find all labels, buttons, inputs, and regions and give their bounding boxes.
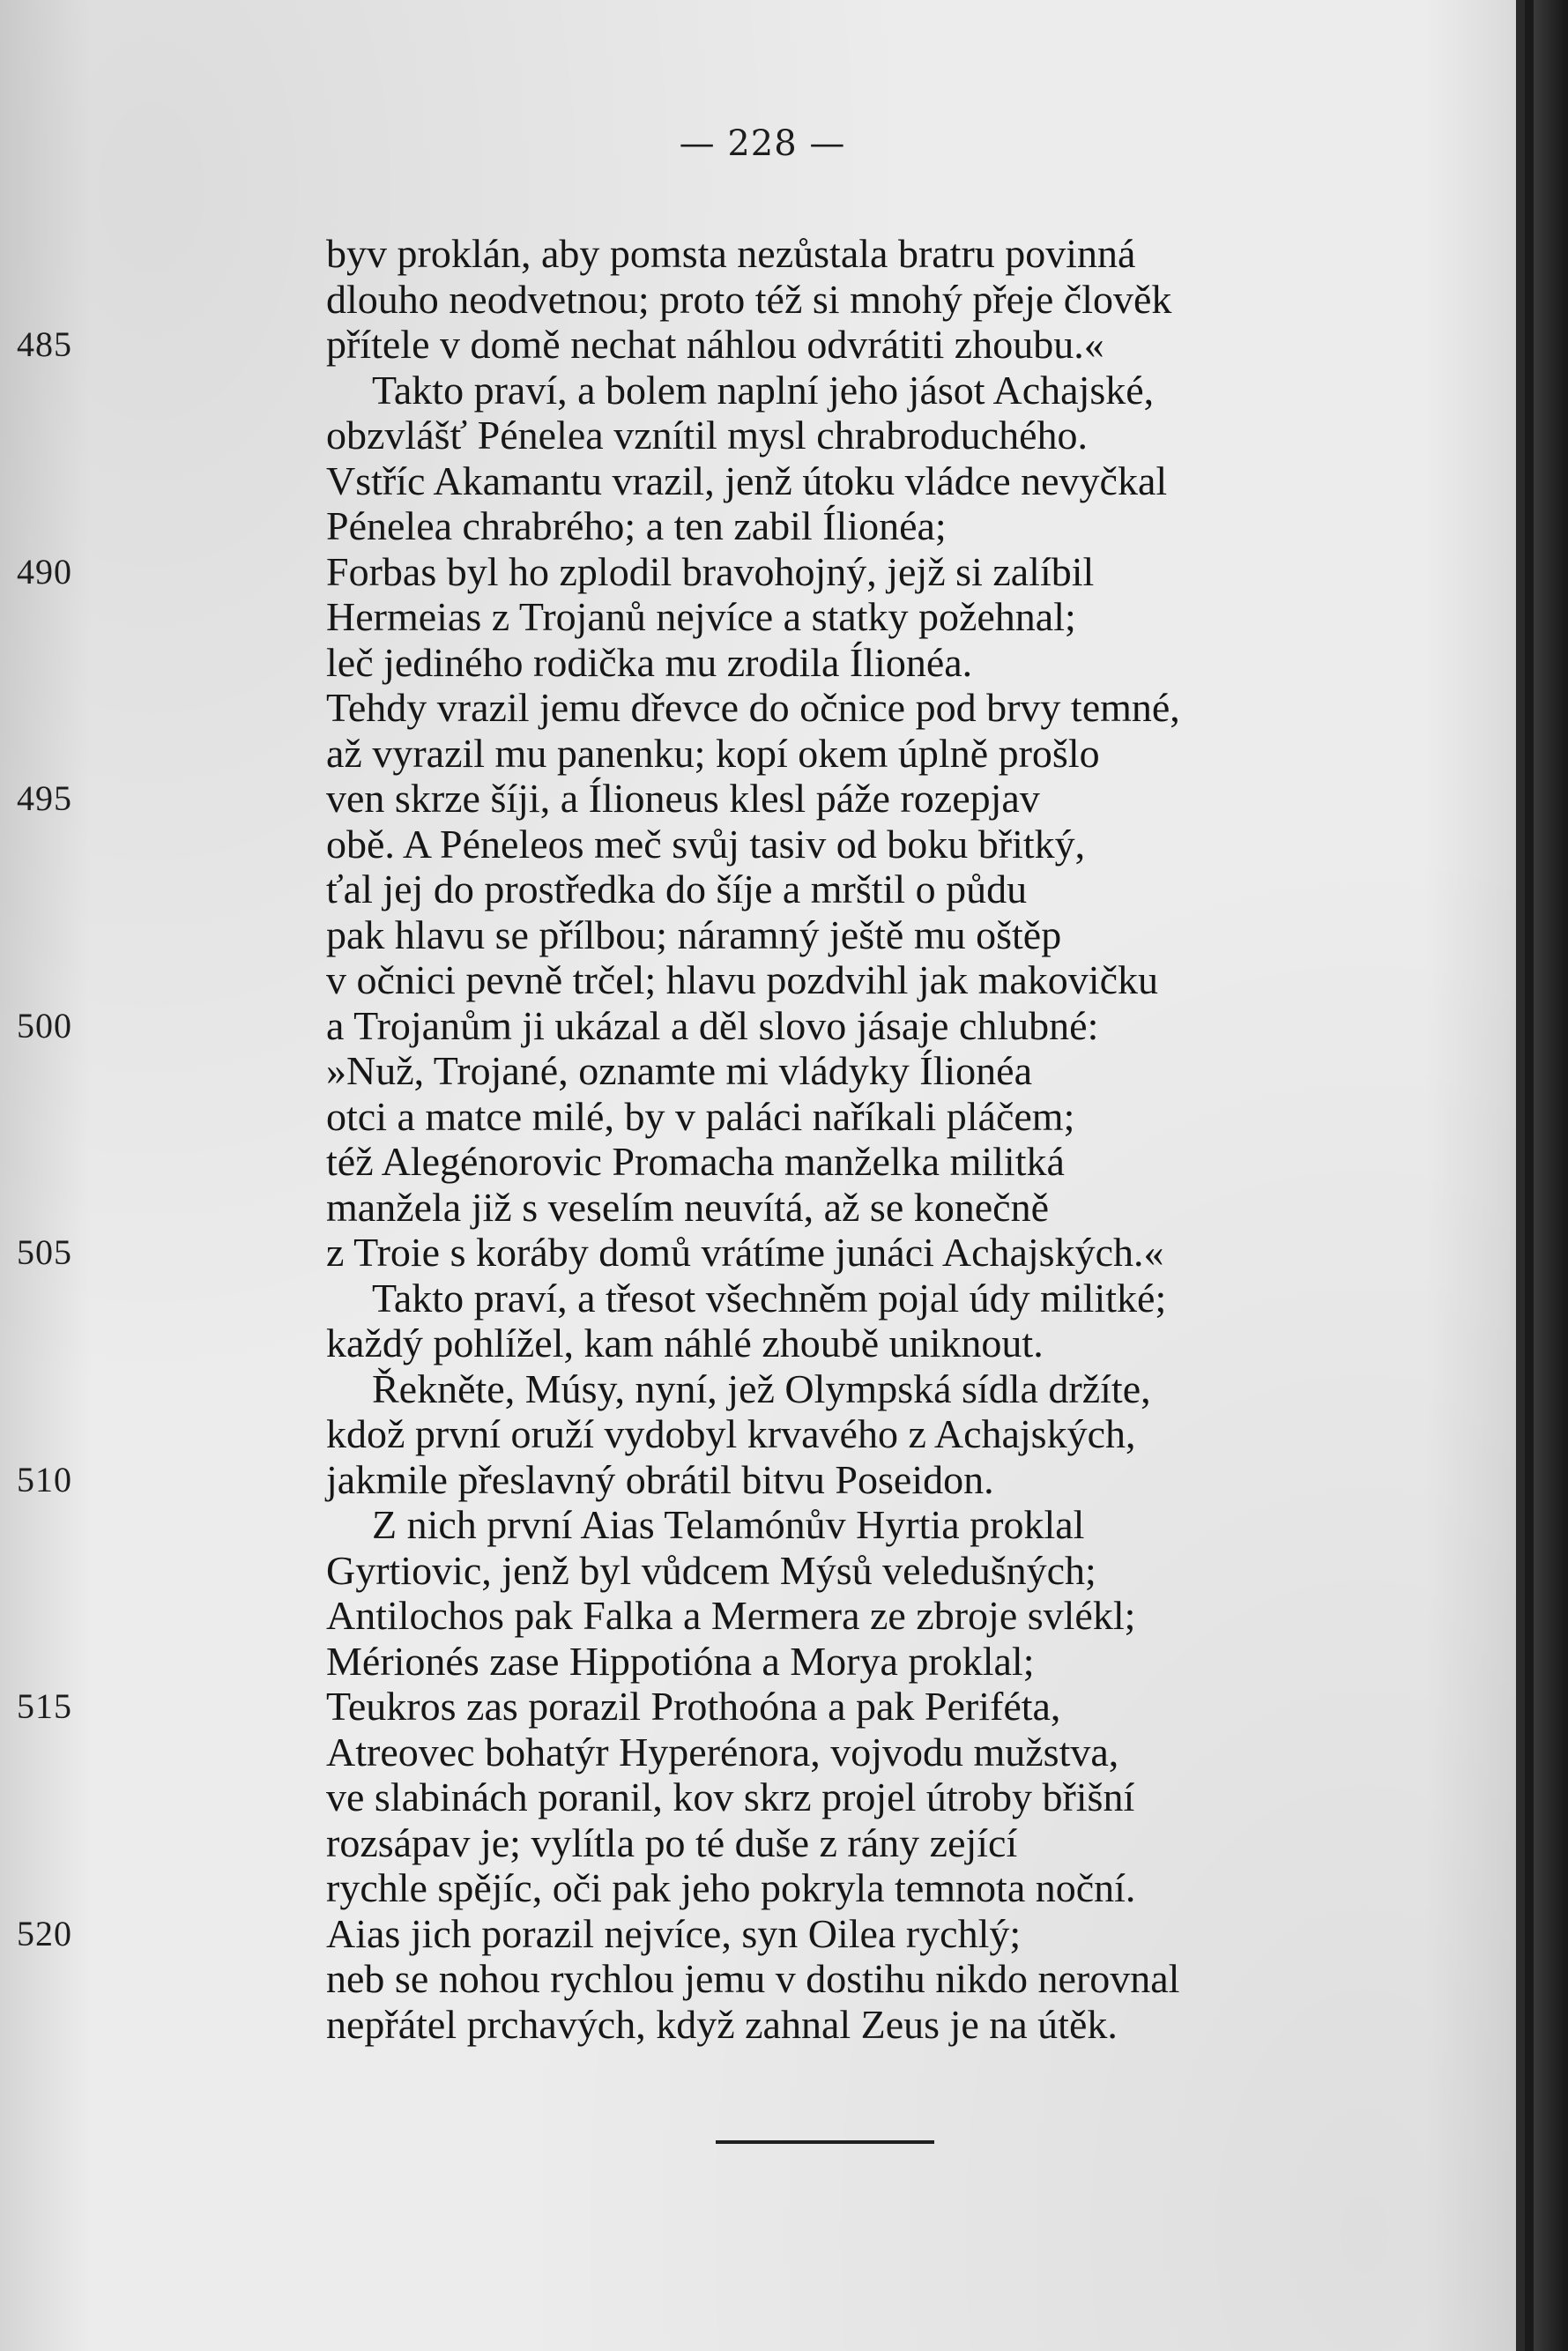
verse-text: Hermeias z Trojanů nejvíce a statky požehnal; xyxy=(326,594,1076,639)
verse-line xyxy=(231,1048,1447,1094)
verse-line xyxy=(231,731,1447,777)
verse-line xyxy=(231,1185,1447,1231)
verse-line xyxy=(231,1865,1447,1911)
verse-line xyxy=(231,957,1447,1003)
verse-text: dlouho neodvetnou; proto též si mnohý přeje člověk xyxy=(326,276,1172,322)
verse-line xyxy=(231,277,1447,323)
verse-text: ťal jej do prostředka do šíje a mrštil o půdu xyxy=(326,867,1028,911)
line-number: 500 xyxy=(17,1005,72,1045)
line-number: 510 xyxy=(17,1459,72,1499)
verse-line xyxy=(17,1002,1447,1049)
verse-text: ve slabinách poranil, kov skrz projel útroby břišní xyxy=(326,1774,1135,1819)
verse-text: Řekněte, Músy, nyní, jež Olympská sídla držíte, xyxy=(372,1365,1151,1411)
verse-text: leč jediného rodička mu zrodila Ílionéa. xyxy=(326,639,973,685)
scan-edge xyxy=(1534,0,1568,2351)
verse-line xyxy=(17,1910,1447,1957)
verse-line xyxy=(231,1094,1447,1140)
verse-line xyxy=(231,1321,1447,1366)
verse-text: Mérionés zase Hippotióna a Morya proklal; xyxy=(326,1638,1035,1684)
verse-text: Vstříc Akamantu vrazil, jenž útoku vládce nevyčkal xyxy=(326,458,1168,503)
line-number: 515 xyxy=(17,1686,72,1726)
verse-text: a Trojanům ji ukázal a děl slovo jásaje chlubné: xyxy=(326,1002,1099,1048)
verse-text: ven skrze šíji, a Ílioneus klesl páže rozepjav xyxy=(326,776,1040,821)
verse-text: obzvlášť Pénelea vznítil mysl chrabroduchého. xyxy=(326,413,1089,458)
line-number: 490 xyxy=(17,551,72,591)
verse-line xyxy=(231,1820,1447,1866)
verse-line xyxy=(231,1639,1447,1685)
verse-text: Tehdy vrazil jemu dřevce do očnice pod brvy temné, xyxy=(326,685,1180,730)
verse-text: otci a matce milé, by v paláci naříkali pláčem; xyxy=(326,1093,1075,1139)
verse-text: manžela již s veselím neuvítá, až se konečně xyxy=(326,1184,1049,1230)
verse-text: Forbas byl ho zplodil bravohojný, jejž si zalíbil xyxy=(326,548,1095,594)
verse-line xyxy=(17,1230,1447,1276)
verse-line xyxy=(17,776,1447,822)
verse-text: »Nuž, Trojané, oznamte mi vládyky Ílionéa xyxy=(326,1048,1033,1093)
verse-text: Pénelea chrabrého; a ten zabil Ílionéa; xyxy=(326,503,947,548)
verse-line xyxy=(231,1366,1447,1412)
verse-text: Takto praví, a třesot všechněm pojal údy militké; xyxy=(372,1275,1167,1321)
verse-line xyxy=(231,867,1447,912)
verse-text: přítele v domě nechat náhlou odvrátiti zhoubu.« xyxy=(326,322,1104,367)
verse-text: též Alegénorovic Promacha manželka militká xyxy=(326,1139,1065,1184)
verse-line xyxy=(231,1774,1447,1820)
line-number: 495 xyxy=(17,778,72,818)
verse-line xyxy=(231,231,1447,277)
verse-line xyxy=(231,640,1447,686)
verse-text: až vyrazil mu panenku; kopí okem úplně prošlo xyxy=(326,730,1100,776)
verse-line xyxy=(231,1139,1447,1185)
line-number: 520 xyxy=(17,1913,72,1953)
verse-line xyxy=(231,912,1447,958)
line-number: 505 xyxy=(17,1232,72,1272)
verse-line xyxy=(231,1276,1447,1321)
verse-line xyxy=(231,458,1447,504)
verse-line xyxy=(231,1548,1447,1594)
verse-text: kdož první oruží vydobyl krvavého z Achajských, xyxy=(326,1411,1136,1456)
verse-text: Antilochos pak Falka a Mermera ze zbroje svlékl; xyxy=(326,1593,1136,1638)
verse-text: neb se nohou rychlou jemu v dostihu nikdo nerovnal xyxy=(326,1956,1180,2001)
verse-text: z Troie s koráby domů vrátíme junáci Achajských.« xyxy=(326,1230,1164,1275)
verse-line xyxy=(231,685,1447,731)
end-rule xyxy=(716,2140,934,2144)
verse-text: Z nich první Aias Telamónův Hyrtia proklal xyxy=(372,1502,1085,1547)
verse-line xyxy=(231,594,1447,640)
verse-text-block xyxy=(17,231,1447,2047)
verse-text: Aias jich porazil nejvíce, syn Oilea rychlý; xyxy=(326,1910,1022,1956)
verse-line xyxy=(231,1502,1447,1548)
verse-text: Takto praví, a bolem naplní jeho jásot Achajské, xyxy=(372,367,1155,413)
verse-text: nepřátel prchavých, když zahnal Zeus je na útěk. xyxy=(326,2001,1118,2047)
verse-text: každý pohlížel, kam náhlé zhoubě uniknout. xyxy=(326,1321,1044,1365)
verse-text: pak hlavu se přílbou; náramný ještě mu oštěp xyxy=(326,911,1062,957)
verse-line xyxy=(231,1411,1447,1457)
verse-text: v očnici pevně trčel; hlavu pozdvihl jak makovičku xyxy=(326,957,1158,1002)
verse-text: rychle spějíc, oči pak jeho pokryla temnota noční. xyxy=(326,1865,1136,1910)
verse-text: Teukros zas porazil Prothoóna a pak Periféta, xyxy=(326,1684,1061,1729)
line-number: 485 xyxy=(17,324,72,364)
verse-line xyxy=(231,413,1447,458)
verse-line xyxy=(231,1956,1447,2002)
verse-line xyxy=(17,548,1447,595)
verse-line xyxy=(17,1456,1447,1503)
verse-line xyxy=(231,368,1447,413)
verse-text: jakmile přeslavný obrátil bitvu Poseidon. xyxy=(326,1456,994,1502)
verse-text: obě. A Péneleos meč svůj tasiv od boku břitký, xyxy=(326,821,1086,867)
verse-line xyxy=(231,2002,1447,2048)
verse-line xyxy=(17,1684,1447,1730)
verse-line xyxy=(231,503,1447,549)
verse-text: Gyrtiovic, jenž byl vůdcem Mýsů veledušných; xyxy=(326,1547,1096,1593)
verse-text: byv proklán, aby pomsta nezůstala bratru povinná xyxy=(326,231,1136,276)
verse-line xyxy=(231,1593,1447,1639)
verse-text: Atreovec bohatýr Hyperénora, vojvodu mužstva, xyxy=(326,1729,1119,1774)
verse-line xyxy=(231,1730,1447,1775)
verse-line xyxy=(231,822,1447,867)
verse-text: rozsápav je; vylítla po té duše z rány zející xyxy=(326,1819,1018,1865)
page-number: — 228 — xyxy=(679,123,846,164)
verse-line xyxy=(17,322,1447,368)
